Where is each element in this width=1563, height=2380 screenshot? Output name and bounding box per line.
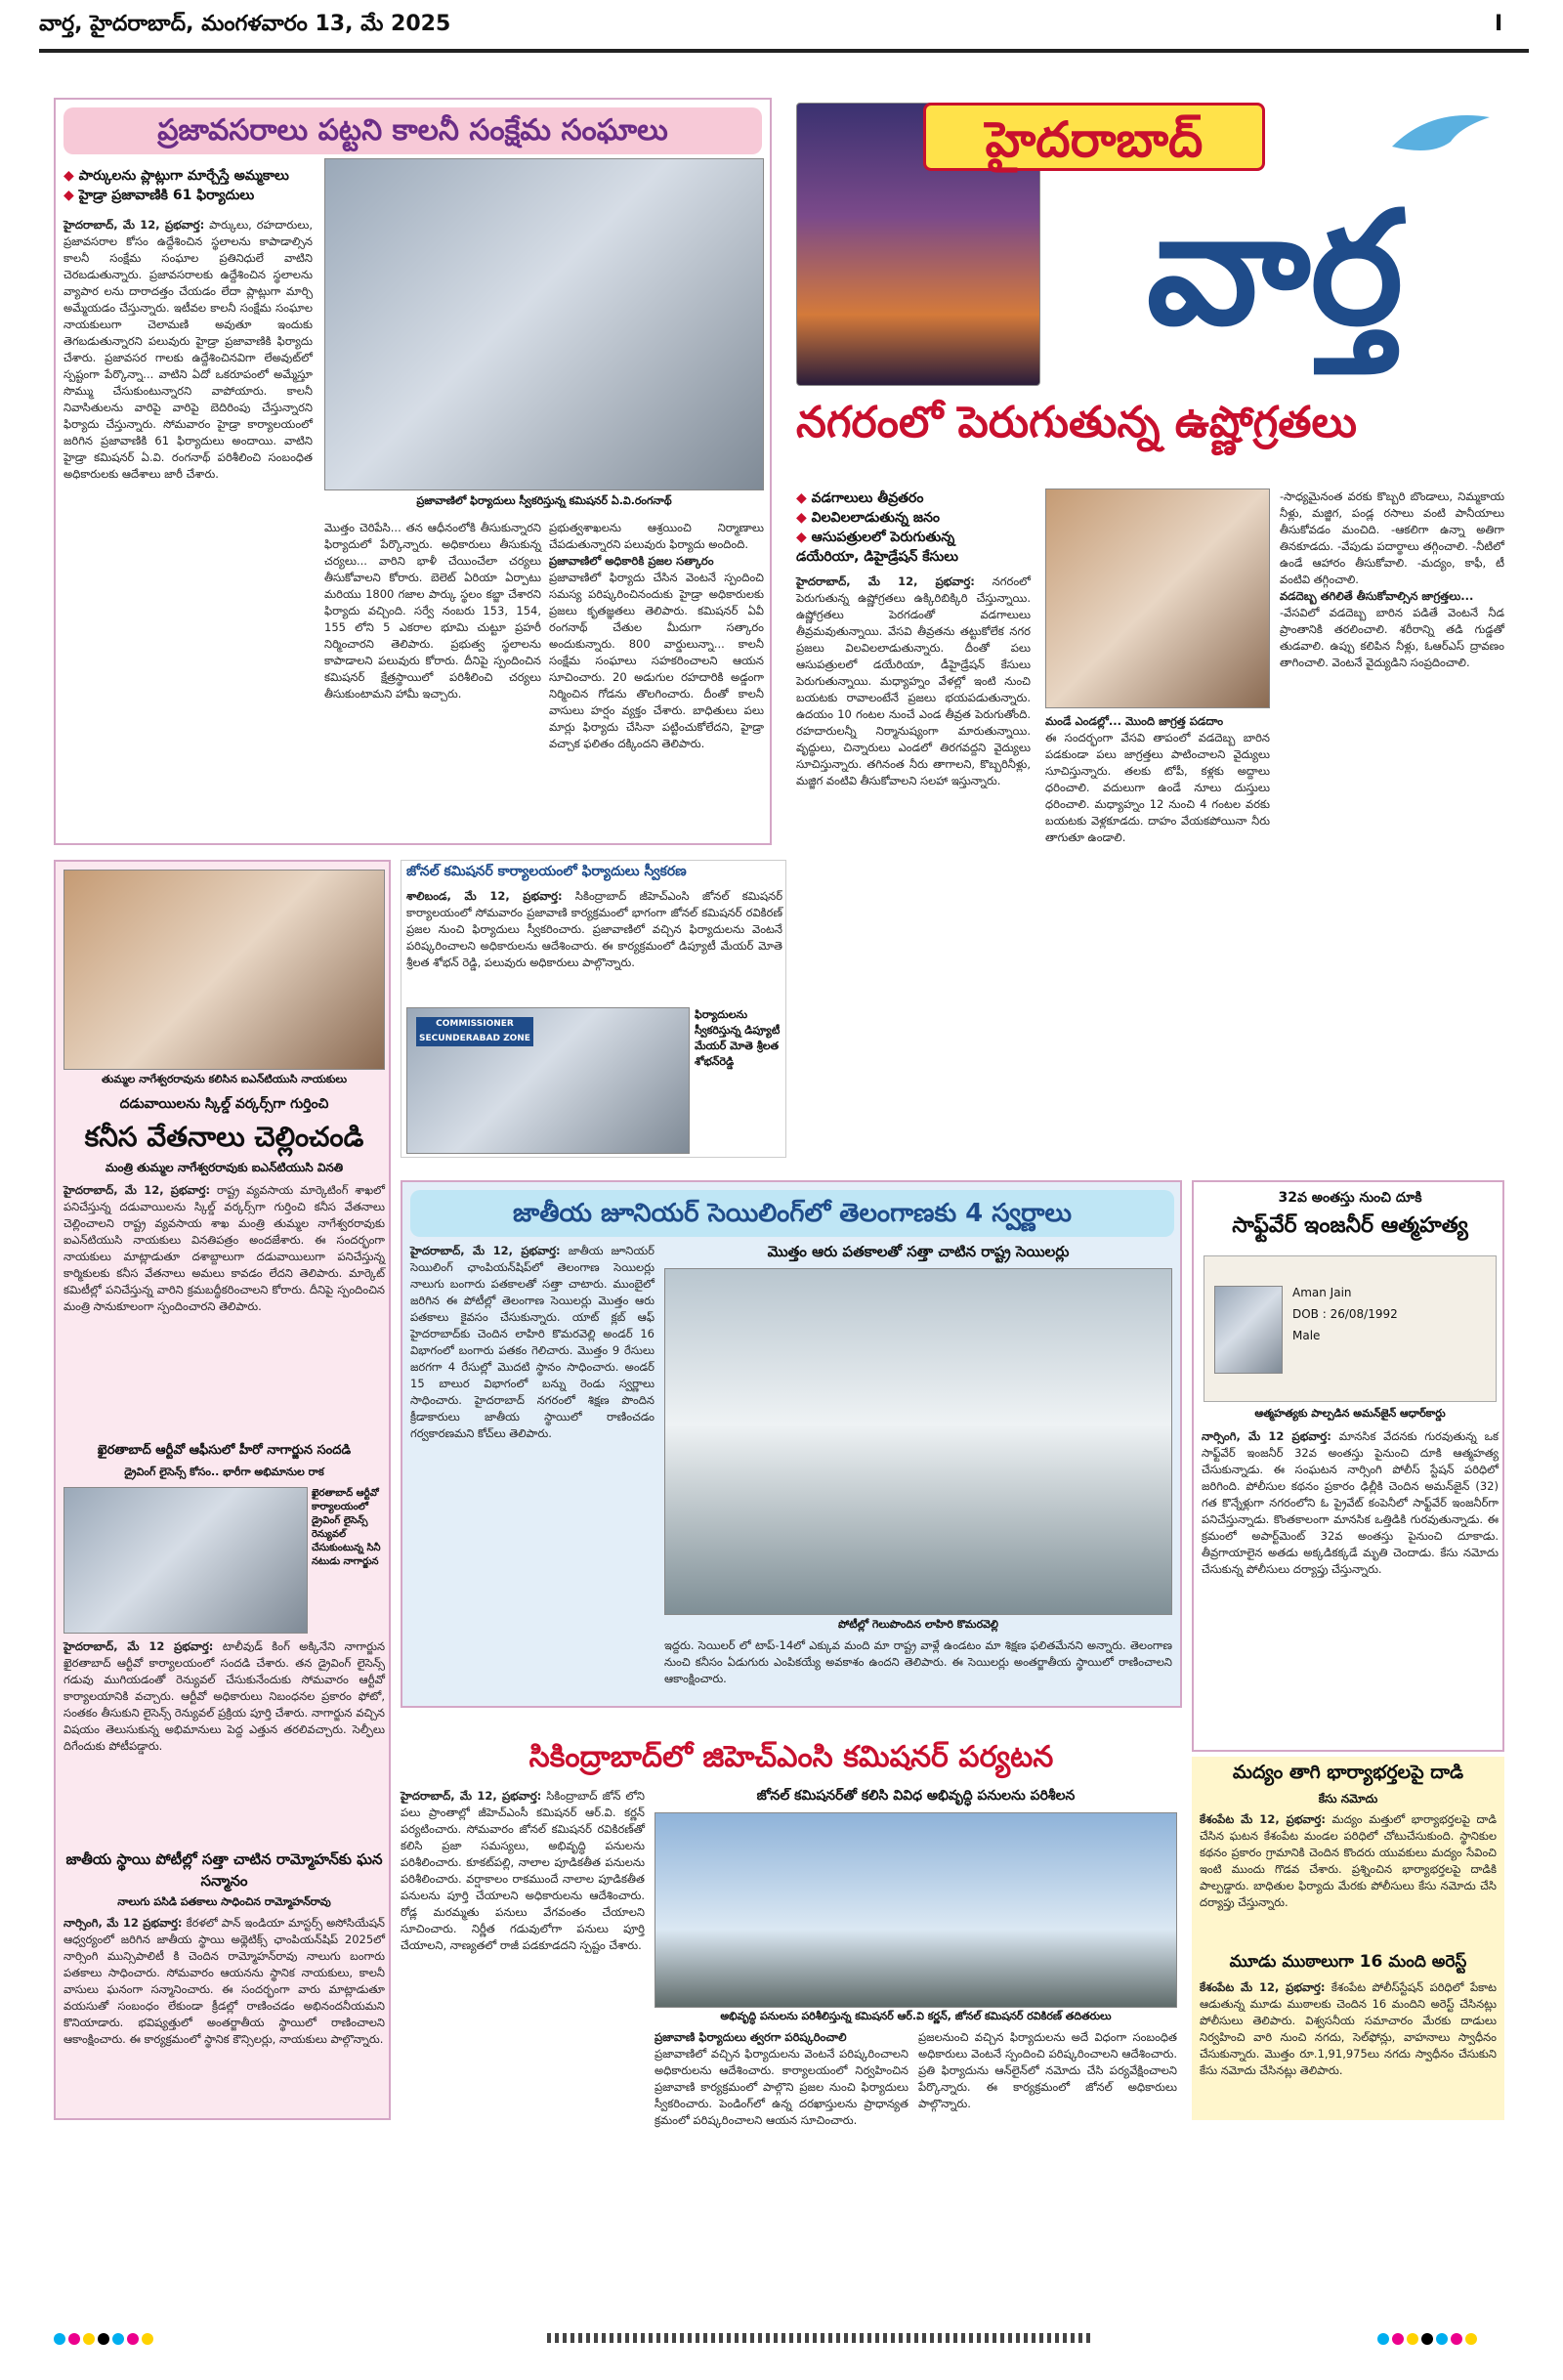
dateline: హైదరాబాద్, మే 12, ప్రభవార్త: <box>796 574 975 588</box>
dateline: హైదరాబాద్, మే 12 ప్రభవార్త: <box>63 1639 214 1653</box>
story-body-col2: ఇద్దరు. సెయిలర్ లో టాప్-14లో ఎక్కువ మంది మా రాష్ట్ర వాళ్లే ఉండటం మా శిక్షణ ఫలితమేనని అన్నారు. తెలంగాణ నుంచి కనీసం ఏడుగురు ఎంపికయ్యే అవకాశం ఉందని తెలిపారు. ఈ సెయిలర్లు అంతర్జాతీయ స్థాయిలో రాణించాలని ఆకాంక్షించారు. <box>664 1638 1172 1685</box>
story-body-col3: ప్రభుత్వశాఖలను ఆశ్రయించి నిర్మాణాలు చేపడుతున్నారని పలువురు ఫిర్యాదు అందింది. ప్రజావాణిలో అధికారికి ప్రజల సత్కారం ప్రజావాణిలో ఫిర్యాదు చేసిన వెంటనే స్పందించి సమస్య పరిష్కరించినందుకు హైడ్రా అధికారులకు ప్రజలు కృతజ్ఞతలు తెలిపారు. కమిషనర్ ఏవీ రంగనాథ్ చేతుల మీదుగా సత్కారం అందుకున్నారు. 800 వార్డులున్నా... కాలనీ సంక్షేమ సంఘాలు సహకరించాలని ఆయన సూచించారు. 20 అడుగుల రహదారికి అడ్డంగా నిర్మించిన గోడను తొలగించారు. దీంతో కాలనీ వాసులు హర్షం వ్యక్తం చేశారు. బాధితులు పలు మార్లు ఫిర్యాదు చేసినా పట్టించుకోలేదని, హైడ్రా వచ్చాక ఫలితం దక్కిందని తెలిపారు. <box>549 521 764 750</box>
story-pretitle: దడువాయిలను స్కిల్డ్ వర్కర్స్‌గా గుర్తించి <box>119 1096 329 1112</box>
story-title: మద్యం తాగి భార్యాభర్తలపై దాడి <box>1232 1762 1464 1783</box>
story-body <box>1202 1428 1499 1746</box>
dove-icon <box>1382 107 1500 166</box>
story-body <box>63 1638 385 1844</box>
story-title: ప్రజావసరాలు పట్టని కాలనీ సంక్షేమ సంఘాలు <box>63 107 762 154</box>
story-title: సాఫ్ట్‌వేర్ ఇంజనీర్ ఆత్మహత్య <box>1232 1213 1468 1238</box>
story-body <box>63 1182 385 1436</box>
footer-bar <box>547 2333 1094 2343</box>
color-dot <box>1407 2333 1418 2345</box>
story-colony-welfare <box>54 98 772 845</box>
story-subtitle: నాలుగు పసిడి పతకాలు సాధించిన రామ్మోహన్‌రావు <box>117 1895 331 1908</box>
photo-caption: అభివృద్ధి పనులను పరిశీలిస్తున్న కమిషనర్ ఆర్.వి కర్ణన్, జోనల్ కమిషనర్ రవికిరణ్ తదితరులు <box>720 2010 1112 2022</box>
header-rule <box>39 49 1529 53</box>
story-zonal <box>401 860 786 1158</box>
photo-intuc <box>63 870 385 1070</box>
dateline: హైదరాబాద్, మే 12, ప్రభవార్త: <box>63 1183 211 1197</box>
story-title: సికింద్రాబాద్‌లో జిహెచ్‌ఎంసి కమిషనర్ పర్యటన <box>528 1740 1054 1774</box>
bullet-tail: డయేరియా, డిహైడ్రేషన్ కేసులు <box>796 549 958 565</box>
color-dot <box>1392 2333 1404 2345</box>
left-column <box>54 860 391 2120</box>
story-body-col2: మొత్తం చెరిపేసి... తన ఆధీనంలోకి తీసుకున్నారని ఫిర్యాదులో పేర్కొన్నారు. అధికారులు తీసుకున్న చర్యలు... వారిని భాళీ చేయించేలా చర్యలు తీసుకోవాలని కోరారు. బెలెట్ ఏరియా ఏర్పాటు మరియు 1800 గజాల పార్కు స్థలం కబ్జా చేశారని ఫిర్యాదు వచ్చింది. సర్వే నంబరు 153, 154, 155 లోని 5 ఎకరాల భూమి చుట్టూ ప్రహరీ నిర్మించారని తెలిపారు. ప్రభుత్వ స్థలాలను కాపాడాలని పలువురు కోరారు. దీనిపై స్పందించిన కమిషనర్ క్షేత్రస్థాయిలో పరిశీలించి చర్యలు తీసుకుంటామని హామీ ఇచ్చారు. <box>324 521 541 701</box>
story-body <box>401 1788 645 2115</box>
photo-label: ఖైరతాబాద్ ఆర్టీవో కార్యాలయంలో డ్రైవింగ్ లైసెన్స్ రెన్యువల్ చేసుకుంటున్న సినీ నటుడు నాగార్జున <box>312 1488 381 1567</box>
story-title: ఖైరతాబాద్ ఆర్టీవో ఆఫీసులో హీరో నాగార్జున సందడి <box>97 1443 352 1458</box>
body-text: టాలీవుడ్ కింగ్ అక్కినేని నాగార్జున ఖైరతాబాద్ ఆర్టీవో కార్యాలయంలో సందడి చేశారు. తన డ్రైవింగ్ లైసెన్స్ గడువు ముగియడంతో రెన్యువల్ చేసుకునేందుకు సోమవారం ఆర్టీవో కార్యాలయానికి వచ్చారు. ఆర్టీవో అధికారులు నిబంధనల ప్రకారం ఫోటో, సంతకం తీసుకుని లైసెన్స్ రెన్యువల్ ప్రక్రియ పూర్తి చేశారు. నాగార్జున వచ్చిన విషయం తెలుసుకున్న అభిమానులు పెద్ద ఎత్తున తరలివచ్చారు. సెల్ఫీలు దిగేందుకు పోటీపడ్డారు. <box>63 1639 386 1753</box>
body-text: నగరంలో పెరుగుతున్న ఉష్ణోగ్రతలు ఉక్కిరిబిక్కిరి చేస్తున్నాయి. ఉష్ణోగ్రతలు పెరగడంతో వడగాలులు తీవ్రమవుతున్నాయి. వేసవి తీవ్రతను తట్టుకోలేక నగర ప్రజలు విలవిలలాడుతున్నారు. దీంతో పలు ఆసుపత్రులలో డయేరియా, డీహైడ్రేషన్ కేసులు పెరుగుతున్నాయి. మధ్యాహ్నం వేళల్లో ఇంటి నుంచి బయటకు రావాలంటేనే ప్రజలు భయపడుతున్నారు. ఉదయం 10 గంటల నుంచే ఎండ తీవ్రత పెరుగుతోంది. రహదారులన్నీ నిర్మానుష్యంగా మారుతున్నాయి. వృద్ధులు, చిన్నారులు ఎండలో తిరగవద్దని వైద్యులు సూచిస్తున్నారు. తగినంత నీరు తాగాలని, కొబ్బరినీళ్లు, మజ్జిగ వంటివి తీసుకోవాలని సలహా ఇస్తున్నారు. <box>796 574 1031 787</box>
color-dot <box>1465 2333 1477 2345</box>
photo-label: ఫిర్యాదులను స్వీకరిస్తున్న డిప్యూటీ మేయర్ మోతె శ్రీలత శోభన్‌రెడ్డి <box>695 1008 781 1068</box>
color-dot <box>1451 2333 1462 2345</box>
story-body <box>796 574 1031 867</box>
body-text: కేశంపేట పోలీస్‌స్టేషన్ పరిధిలో పేకాట ఆడుతున్న మూడు ముఠాలకు చెందిన 16 మందిని అరెస్ట్ చేసినట్లు పోలీసులు తెలిపారు. విశ్వసనీయ సమాచారం మేరకు దాడులు నిర్వహించి వారి నుంచి నగదు, సెల్‌ఫోన్లు, వాహనాలు స్వాధీనం చేసుకున్నారు. మొత్తం రూ.1,91,975లు నగదు స్వాధీనం చేసుకుని కేసు నమోదు చేసినట్లు తెలిపారు. <box>1200 1980 1497 2077</box>
story-body-col2: ప్రజావాణి ఫిర్యాదులు త్వరగా పరిష్కరించాలి ప్రజావాణిలో వచ్చిన ఫిర్యాదులను వెంటనే పరిష్కరించాలని అధికారులను ఆదేశించారు. కార్యాలయంలో నిర్వహించిన ప్రజావాణి కార్యక్రమంలో పాల్గొని ప్రజల నుంచి ఫిర్యాదులు స్వీకరించారు. పెండింగ్‌లో ఉన్న దరఖాస్తులను ప్రాధాన్యత క్రమంలో పరిష్కరించాలని ఆయన సూచించారు. <box>655 2030 908 2127</box>
photo-title: మొత్తం ఆరు పతకాలతో సత్తా చాటిన రాష్ట్ర సెయిలర్లు <box>767 1243 1070 1260</box>
story-title: మూడు ముఠాలుగా 16 మంది అరెస్ట్ <box>1229 1952 1467 1972</box>
masthead-city: హైదరాబాద్ <box>923 103 1265 171</box>
id-gender: Male <box>1292 1329 1321 1342</box>
color-dot <box>68 2333 80 2345</box>
subhead: వడదెబ్బ తగిలితే తీసుకోవాల్సిన జాగ్రత్తలు... <box>1280 589 1474 603</box>
story-bullets: ◆ పార్కులను ప్లాట్లుగా మార్చేస్తే అమ్మకాలు ◆ హైడ్రా ప్రజావాణికి 61 ఫిర్యాదులు <box>63 166 317 215</box>
story-title: జాతీయ జూనియర్ సెయిలింగ్‌లో తెలంగాణకు 4 స్వర్ణాలు <box>410 1190 1174 1237</box>
body-text: రాష్ట్ర వ్యవసాయ మార్కెటింగ్ శాఖలో పనిచేస్తున్న దడువాయిలను స్కిల్డ్ వర్కర్స్‌గా గుర్తించి కనీస వేతనాలు చెల్లించాలని రాష్ట్ర వ్యవసాయ శాఖ మంత్రి తుమ్మల నాగేశ్వరరావుకు ఐఎన్‌టియుసి నాయకులు వినతిపత్రం అందజేశారు. ఈ సందర్భంగా నాయకులు మాట్లాడుతూ దశాబ్దాలుగా దడువాయిలుగా పనిచేస్తున్న కార్మికులకు కనీస వేతనాలు అమలు కావడం లేదని తెలిపారు. మార్కెట్ కమిటీల్లో పనిచేస్తున్న వారిని క్రమబద్ధీకరించాలని కోరారు. దీనిపై స్పందించిన మంత్రి సానుకూలంగా స్పందించారని తెలిపారు. <box>63 1183 386 1313</box>
body-text: జాతీయ జూనియర్ సెయిలింగ్ ఛాంపియన్‌షిప్‌లో తెలంగాణ సెయిలర్లు నాలుగు బంగారు పతకాలతో సత్తా చాటారు. ముంబైలో జరిగిన ఈ పోటీల్లో తెలంగాణ సెయిలర్లు మొత్తం ఆరు పతకాలు కైవసం చేసుకున్నారు. యాట్ క్లబ్ ఆఫ్ హైదరాబాద్‌కు చెందిన లాహిరి కొమరవెల్లి అండర్ 16 విభాగంలో బంగారు పతకం గెలిచారు. మొత్తం 9 రేసులు జరగగా 4 రేసుల్లో మొదటి స్థానం సాధించారు. అండర్ 15 బాలుర విభాగంలో బన్ను రెండు స్వర్ణాలు సాధించారు. హైదరాబాద్ నగరంలో శిక్షణ పొందిన క్రీడాకారులు జాతీయ స్థాయిలో రాణించడం గర్వకారణమని కోచ్‌లు తెలిపారు. <box>410 1244 655 1440</box>
photo-caption: తుమ్మల నాగేశ్వరరావును కలిసిన ఐఎన్‌టియుసి నాయకులు <box>101 1073 348 1085</box>
story-subtitle: కేసు నమోదు <box>1318 1792 1378 1806</box>
photo-inspection <box>655 1812 1177 2008</box>
story-body <box>1200 1979 1497 2116</box>
dateline: హైదరాబాద్, మే 12, ప్రభవార్త: <box>410 1244 561 1257</box>
color-dot <box>1421 2333 1433 2345</box>
story-ghmc <box>401 1734 1182 2127</box>
color-dot <box>1377 2333 1389 2345</box>
registration-marks-right <box>1377 2330 1524 2346</box>
dateline: శాలిబండ, మే 12, ప్రభవార్త: <box>406 889 563 903</box>
story-liquor <box>1192 1757 1504 2120</box>
dateline: కేశంపేట మే 12, ప్రభవార్త: <box>1200 1980 1326 1994</box>
story-body <box>1200 1811 1497 1948</box>
story-subtitle: డ్రైవింగ్ లైసెన్స్ కోసం.. భారీగా అభిమానుల రాక <box>124 1466 324 1478</box>
subhead: ప్రజావాణిలో అధికారికి ప్రజల సత్కారం <box>549 554 714 568</box>
story-title: జాతీయ స్థాయి పోటీల్లో సత్తా చాటిన రామ్మోహన్‌కు ఘన సన్మానం <box>65 1850 383 1890</box>
dateline: హైదరాబాద్, మే 12, ప్రభవార్త: <box>63 218 205 232</box>
story-software <box>1192 1180 1504 1752</box>
photo-sailing <box>664 1268 1172 1615</box>
story-pretitle: 32వ అంతస్తు నుంచి దూకి <box>1278 1190 1422 1206</box>
photo-caption: ప్రజావాణిలో ఫిర్యాదులు స్వీకరిస్తున్న కమిషనర్ ఏ.వి.రంగనాథ్ <box>416 494 672 507</box>
story-sailing <box>401 1180 1182 1708</box>
office-board: COMMISSIONER SECUNDERABAD ZONE <box>416 1017 533 1046</box>
page-header: వార్త, హైదరాబాద్, మంగళవారం 13, మే 2025 <box>39 12 451 36</box>
page-number: I <box>1495 12 1503 36</box>
body-text: మానసిక వేదనకు గురవుతున్న ఒక సాఫ్ట్‌వేర్ ఇంజనీర్ 32వ అంతస్తు పైనుంచి దూకి ఆత్మహత్య చేసుకున్నాడు. ఈ సంఘటన నార్సింగి పోలీస్ స్టేషన్ పరిధిలో జరిగింది. పోలీసుల కథనం ప్రకారం ఢిల్లీకి చెందిన అమన్‌జైన్ (32) గత కొన్నేళ్లుగా నగరంలోని ఓ ప్రైవేట్ కంపెనీలో సాఫ్ట్‌వేర్ ఇంజనీర్‌గా పనిచేస్తున్నాడు. కొంతకాలంగా మానసిక ఒత్తిడికి గురవుతున్నాడు. ఈ క్రమంలో అపార్ట్‌మెంట్ 32వ అంతస్తు పైనుంచి దూకాడు. తీవ్రగాయాలైన అతడు అక్కడికక్కడే మృతి చెందాడు. కేసు నమోదు చేసుకున్న పోలీసులు దర్యాప్తు చేస్తున్నారు. <box>1202 1429 1500 1576</box>
dateline: హైదరాబాద్, మే 12, ప్రభవార్త: <box>401 1789 542 1803</box>
color-dot <box>142 2333 153 2345</box>
color-dot <box>1436 2333 1448 2345</box>
color-dot <box>127 2333 139 2345</box>
story-body <box>63 1915 385 2115</box>
masthead-brand: వార్త <box>1146 177 1404 360</box>
body-text: పార్కులు, రహదారులు, ప్రజావసరాల కోసం ఉద్దేశించిన స్థలాలను కాపాడాల్సిన కాలనీ సంక్షేమ సంఘాల ప్రతినిధులే వాటిని చెరబడుతున్నారు. ప్రజావసరాలకు ఉద్దేశించిన స్థలాలను వ్యాపార లను దారాదత్తం చేయడం లేదా ప్లాట్లుగా మార్చి అమ్మేయడం చేస్తున్నారు. ఇటీవల కాలనీ సంక్షేమ సంఘాల నాయకులుగా చెలామణి అవుతూ ఇందుకు తెగబడుతున్నారని పలువురు హైడ్రా ప్రజావాణికి ఫిర్యాదు చేశారు. ప్రజావసర గాలకు ఉద్దేశించినవిగా లేఅవుట్‌లో స్పష్టంగా పేర్కొన్నా... వాటిని ఏదో ఒకరూపంలో అమ్మేస్తూ సొమ్ము చేసుకుంటున్నారని వాపోయారు. కాలనీ నివాసితులను వారిపై వారిపై బెదిరింపు చేస్తున్నారని ఫిర్యాదు చేస్తున్నారు. సోమవారం హైడ్రా కార్యాలయంలో జరిగిన ప్రజావాణికి 61 ఫిర్యాదులు అందాయి. వాటిని హైడ్రా కమిషనర్ ఏ.వి. రంగనాథ్ పరిశీలించి సంబంధిత అధికారులకు ఆదేశాలు జారీ చేశారు. <box>63 218 313 481</box>
color-dot <box>83 2333 95 2345</box>
photo-prajavani <box>324 158 764 490</box>
body-text: సికింద్రాబాద్ జోన్ లోని పలు ప్రాంతాల్లో జీహెచ్ఎంసీ కమిషనర్ ఆర్.వి. కర్ణన్ పర్యటించారు. సోమవారం జోనల్ కమిషనర్ రవికిరణ్‌తో కలిసి ప్రజా సమస్యలు, అభివృద్ధి పనులను పరిశీలించారు. కూకట్‌పల్లి, నాలాల పూడికతీత పనులను పరిశీలించారు. వర్షాకాలం రాకముందే నాలాల పూడికతీత పనులను పూర్తి చేయాలని అధికారులను ఆదేశించారు. రోడ్ల మరమ్మతు పనులు వేగవంతం చేయాలని సూచించారు. నిర్ణీత గడువులోగా పనులు పూర్తి చేయాలని, నాణ్యతలో రాజీ పడకూడదని స్పష్టం చేశారు. <box>401 1789 646 1952</box>
story-heat <box>796 386 1504 874</box>
color-dot <box>98 2333 109 2345</box>
story-body-col2: మండే ఎండల్లో... మొంది జాగ్రత్త పడదాం ఈ సందర్భంగా వేసవి తాపంలో వడదెబ్బ బారిన పడకుండా పలు జాగ్రత్తలు పాటించాలని వైద్యులు సూచిస్తున్నారు. తలకు టోపీ, కళ్లకు అద్దాలు ధరించాలి. వదులుగా ఉండే నూలు దుస్తులు ధరించాలి. మధ్యాహ్నం 12 నుంచి 4 గంటల వరకు బయటకు వెళ్లకూడదు. దాహం వేయకపోయినా నీరు తాగుతూ ఉండాలి. <box>1045 714 1270 844</box>
story-body <box>63 217 313 837</box>
body-text: కేరళలో పాన్ ఇండియా మాస్టర్స్ అసోసియేషన్ ఆధ్వర్యంలో జరిగిన జాతీయ స్థాయి అథ్లెటిక్స్ ఛాంపియన్‌షిప్ 2025లో నార్సింగి మున్సిపాలిటీ కి చెందిన రామ్మోహన్‌రావు నాలుగు బంగారు పతకాలు సాధించారు. సోమవారం ఆయనను స్థానిక నాయకులు, కాలనీ వాసులు ఘనంగా సన్మానించారు. ఈ సందర్భంగా వారు మాట్లాడుతూ వయసుతో సంబంధం లేకుండా క్రీడల్లో రాణించడం అభినందనీయమని కొనియాడారు. భవిష్యత్తులో అంతర్జాతీయ స్థాయిలో రాణించాలని ఆకాంక్షించారు. ఈ కార్యక్రమంలో స్థానిక కౌన్సిలర్లు, నాయకులు పాల్గొన్నారు. <box>63 1916 386 2046</box>
photo-caption: ఆత్మహత్యకు పాల్పడిన అమన్‌జైన్ ఆధార్‌కార్డు <box>1254 1407 1446 1420</box>
aadhaar-card <box>1204 1255 1497 1402</box>
masthead <box>796 98 1504 381</box>
story-body <box>406 888 782 1005</box>
story-body-col3: -సాధ్యమైనంత వరకు కొబ్బరి బొండాలు, నిమ్మకాయ నీళ్లు, మజ్జిగ, పండ్ల రసాలు వంటి పానీయాలు తీసుకోవడం మంచిది. -ఆకలిగా ఉన్నా అతిగా తినకూడదు. -వేపుడు పదార్థాలు తగ్గించాలి. -నీటిలో ఉండే ఆహారం తీసుకోవాలి. -మద్యం, కాఫీ, టీ వంటివి తగ్గించాలి. వడదెబ్బ తగిలితే తీసుకోవాల్సిన జాగ్రత్తలు... -వేసవిలో వడదెబ్బ బారిన పడితే వెంటనే నీడ ప్రాంతానికి తరలించాలి. శరీరాన్ని తడి గుడ్డతో తుడవాలి. ఉప్పు కలిపిన నీళ్లు, ఓఆర్ఎస్ ద్రావణం తాగించాలి. వెంటనే వైద్యుడిని సంప్రదించాలి. <box>1280 489 1504 669</box>
body-text: మద్యం మత్తులో భార్యాభర్తలపై దాడి చేసిన ఘటన కేశంపేట మండల పరిధిలో చోటుచేసుకుంది. స్థానికుల కథనం ప్రకారం గ్రామానికి చెందిన కొందరు యువకులు మద్యం సేవించి ఇంటి ముందు గొడవ చేశారు. ప్రశ్నించిన భార్యాభర్తలపై దాడికి పాల్పడ్డారు. బాధితుల ఫిర్యాదు మేరకు పోలీసులు కేసు నమోదు చేసి దర్యాప్తు చేస్తున్నారు. <box>1200 1812 1497 1909</box>
dateline: నార్సింగి, మే 12 ప్రభవార్త: <box>63 1916 183 1930</box>
photo-caption: పోటీల్లో గెలుపొందిన లాహిరి కొమరవెల్లి <box>838 1618 998 1631</box>
color-dot <box>112 2333 124 2345</box>
photo-drinking-water <box>1045 489 1270 708</box>
color-dot <box>54 2333 65 2345</box>
story-title: జోనల్ కమిషనర్ కార్యాలయంలో ఫిర్యాదులు స్వీకరణ <box>406 864 687 879</box>
photo-nagarjuna <box>63 1487 308 1634</box>
subhead: ప్రజావాణి ఫిర్యాదులు త్వరగా పరిష్కరించాలి <box>655 2030 847 2044</box>
registration-marks <box>54 2330 190 2346</box>
story-subtitle: మంత్రి తుమ్మల నాగేశ్వరరావుకు ఐఎన్‌టియుసి వినతి <box>105 1161 344 1174</box>
story-bullets: ◆ వడగాలులు తీవ్రతరం ◆ విలవిలలాడుతున్న జనం ◆ ఆసుపత్రులలో పెరుగుతున్న <box>796 489 1031 576</box>
photo-title: జోనల్ కమిషనర్‌తో కలిసి వివిధ అభివృద్ధి పనులను పరిశీలన <box>756 1788 1076 1804</box>
id-name: Aman Jain <box>1292 1286 1352 1299</box>
story-body <box>410 1243 655 1702</box>
id-dob: DOB : 26/08/1992 <box>1292 1307 1398 1321</box>
dateline: కేశంపేట మే 12, ప్రభవార్త: <box>1200 1812 1326 1826</box>
avatar <box>1214 1286 1283 1374</box>
story-title: నగరంలో పెరుగుతున్న ఉష్ణోగ్రతలు <box>796 398 1357 447</box>
story-body-col3: ప్రజలనుంచి వచ్చిన ఫిర్యాదులను అదే విధంగా సంబంధిత అధికారులు వెంటనే స్పందించి పరిష్కరించాలని ఆదేశించారు. ప్రతి ఫిర్యాదును ఆన్‌లైన్‌లో నమోదు చేసి పర్యవేక్షించాలని పేర్కొన్నారు. ఈ కార్యక్రమంలో జోనల్ అధికారులు పాల్గొన్నారు. <box>918 2030 1177 2110</box>
subhead: మండే ఎండల్లో... మొంది జాగ్రత్త పడదాం <box>1045 714 1224 728</box>
body-text: సికింద్రాబాద్ జీహెచ్ఎంసి జోనల్ కమిషనర్ కార్యాలయంలో సోమవారం ప్రజావాణి కార్యక్రమంలో భాగంగా జోనల్ కమిషనర్ రవికిరణ్ ప్రజల నుంచి ఫిర్యాదులు స్వీకరించారు. ప్రజావాణిలో వచ్చిన ఫిర్యాదులను వెంటనే పరిష్కరించాలని అధికారులను ఆదేశించారు. ఈ కార్యక్రమంలో డిప్యూటీ మేయర్ మోతె శ్రీలత శోభన్ రెడ్డి, పలువురు అధికారులు పాల్గొన్నారు. <box>406 889 783 969</box>
dateline: నార్సింగి, మే 12 ప్రభవార్త: <box>1202 1429 1331 1443</box>
story-title: కనీస వేతనాలు చెల్లించండి <box>84 1121 364 1153</box>
